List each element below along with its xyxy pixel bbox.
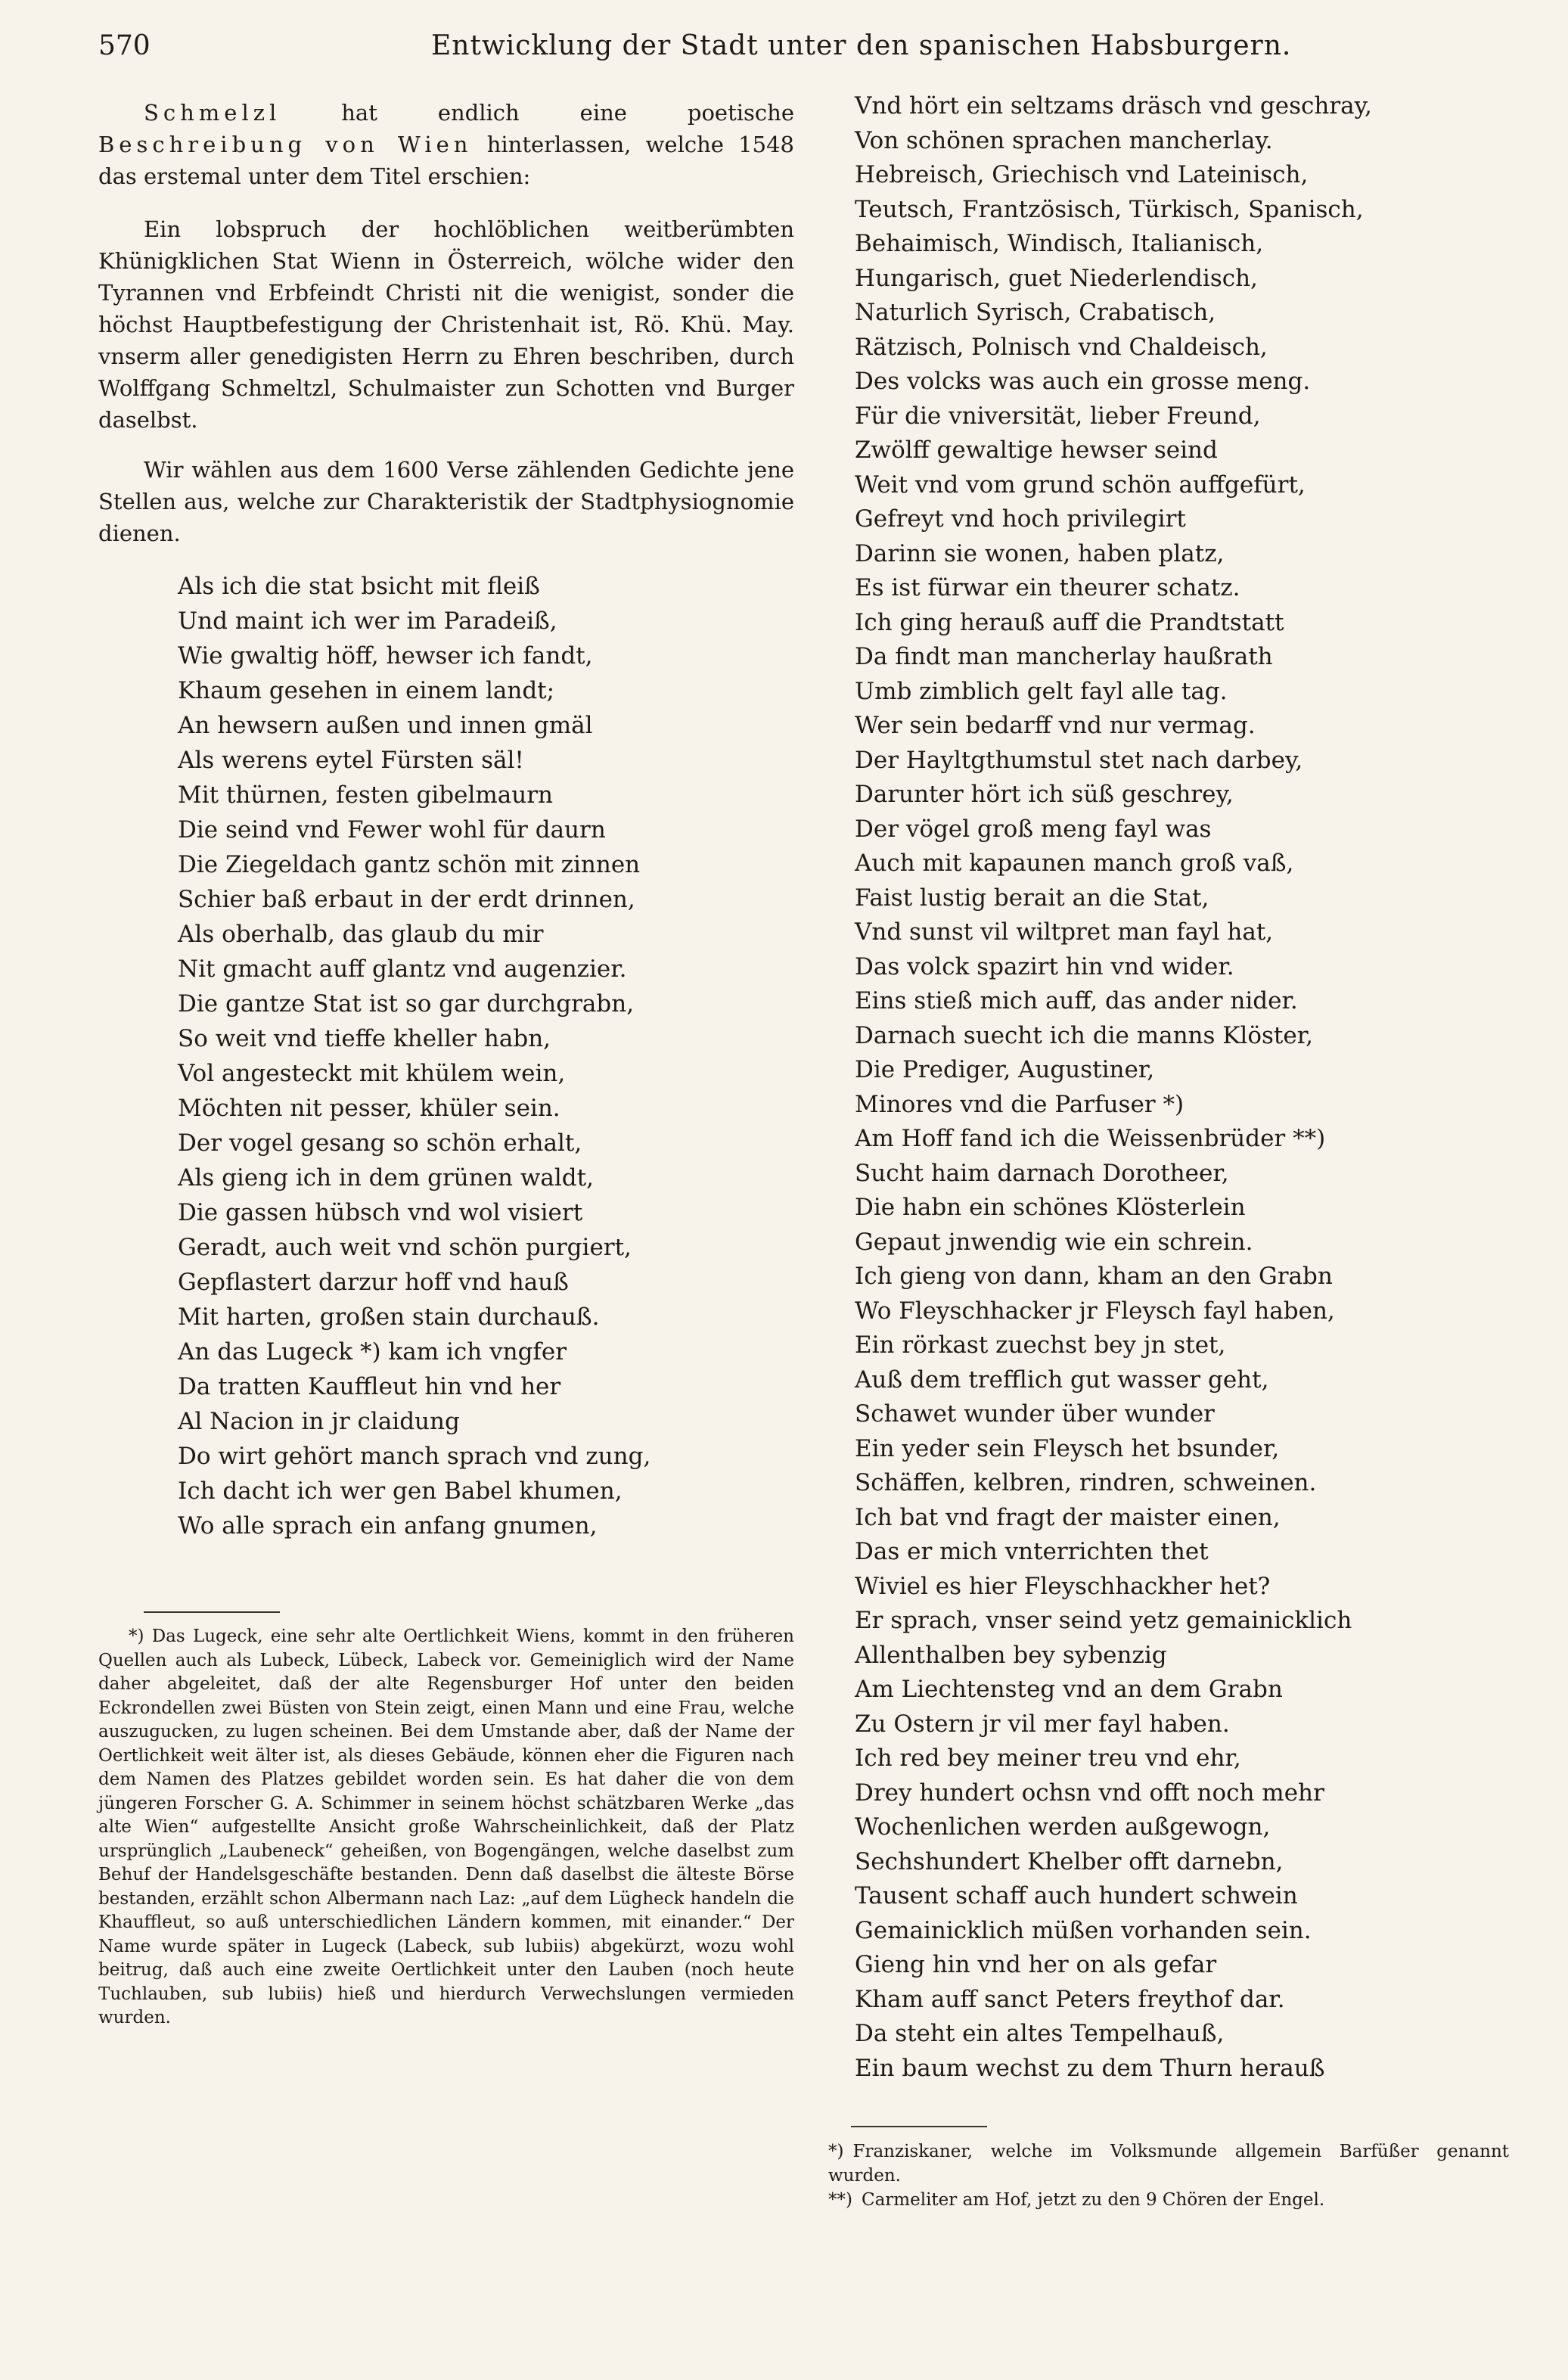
intro-phrase: Beschreibung von Wien <box>98 132 473 157</box>
poem-title-block: Ein lobspruch der hochlöblichen weitberümbten Khünigklichen Stat Wienn in Österreich, wölche wider den Tyrannen vnd Erbfeindt Christi nit die wenigist, sonder die höchst Hauptbefestigung der Christenhait ist, Rö. Khü. May. vnserm aller genedigisten Herrn zu Ehren beschriben, durch Wolffgang Schmeltzl, Schulmaister zun Schotten vnd Burger daselbst. <box>98 216 794 433</box>
verse-line: Mit harten, großen stain durchauß. <box>178 1303 600 1331</box>
verse-line: Ich dacht ich wer gen Babel khumen, <box>178 1477 623 1505</box>
verse-line: Eins stieß mich auff, das ander nider. <box>855 987 1298 1014</box>
verse-line: Wer sein bedarff vnd nur vermag. <box>855 712 1256 739</box>
footnote-lugeck: *) Das Lugeck, eine sehr alte Oertlichkeit Wiens, kommt in den früheren Quellen auch als Lubeck, Lübeck, Labeck vor. Gemeiniglich wird der Name daher abgeleitet, daß der alte Regensburger Hof unter den beiden Eckrondellen zwei Büsten von Stein zeigt, einen Mann und eine Frau, welche auszugucken, zu lugen scheinen. Bei dem Umstande aber, daß der Name der Oertlichkeit weit älter ist, als dieses Gebäude, können eher die Figuren nach dem Namen des Platzes gebildet worden sein. Es hat daher die von dem jüngeren Forscher G. A. Schimmer in seinem höchst schätzbaren Werke „das alte Wien“ aufgestellte Ansicht große Wahrscheinlichkeit, daß der Platz ursprünglich „Laubeneck“ geheißen, von Bogengängen, welche daselbst zum Behuf der Handelsgeschäfte bestanden. Denn daß daselbst die älteste Börse bestanden, erzählt schon Albermann nach Laz: „auf dem Lügheck handeln die Khauffleut, so auß unterschiedlichen Ländern kommen, mit einander.“ Der Name wurde später in Lugeck (Labeck, sub lubiis) abgekürzt, wozu wohl beitrug, daß auch eine zweite Oertlichkeit unter den Lauben (noch heute Tuchlauben, sub lubiis) hieß und hierdurch Verwechslungen vermieden wurden. <box>98 1627 794 2027</box>
verse-line: So weit vnd tieffe khеller habn, <box>178 1025 551 1052</box>
verse-line: Der vogel gesang so schön erhalt, <box>178 1129 582 1157</box>
verse-line: Ein rörkast zuechst bey jn stet, <box>855 1331 1226 1359</box>
verse-line: Die Ziegeldach gantz schön mit zinnen <box>178 851 641 878</box>
verse-line: Als werens eytel Fürsten säl! <box>178 747 524 774</box>
verse-line: Hebreisch, Griechisch vnd Lateinisch, <box>855 161 1309 188</box>
verse-line: Zwölff gewaltige hewser seind <box>855 437 1218 464</box>
verse-line: Er sprach, vnser seind yetz gemainicklich <box>855 1607 1352 1634</box>
verse-list-right <box>855 89 1505 2086</box>
footnote-item <box>828 2139 1509 2188</box>
verse-line: Darunter hört ich süß geschrey, <box>855 781 1234 808</box>
verse-line: Von schönen sprachen mancherlay. <box>855 126 1273 154</box>
verse-line: Sucht haim darnach Dorotheer, <box>855 1159 1229 1187</box>
verse-line: Darnach suecht ich die manns Klöster, <box>855 1021 1313 1049</box>
verse-line: Als gieng ich in dem grünen waldt, <box>178 1164 594 1192</box>
footnote-left <box>98 1611 794 2030</box>
verse-line: Tausent schaff auch hundert schwein <box>855 1882 1298 1909</box>
verse-line: Die gantze Stat ist so gar durchgrabn, <box>178 990 635 1018</box>
verse-line: Auch mit kapaunen manch groß vaß, <box>855 850 1294 877</box>
verse-line: Sechshundert Khelber offt darnebn, <box>855 1847 1284 1875</box>
page-number: 570 <box>98 30 151 61</box>
footnote-rule <box>144 1611 280 1613</box>
footnote-mark: *) <box>828 2142 844 2161</box>
verse-line: Drey hundert ochsn vnd offt noch mehr <box>855 1779 1324 1807</box>
verse-line: Wie gwaltig höff, hewser ich fandt, <box>178 642 593 670</box>
verse-line: Das er mich vnterrichten thet <box>855 1538 1209 1565</box>
verse-line: Umb zimblich gelt fayl alle tag. <box>855 677 1228 705</box>
verse-line: Für die vniversität, lieber Freund, <box>855 402 1261 430</box>
verse-line: Als ich die stat bsicht mit fleiß <box>178 573 540 600</box>
footnote-text: Franziskaner, welche im Volksmunde allgemein Barfüßer genannt wurden. <box>828 2142 1509 2186</box>
verse-line: Schäffen, kelbren, rindren, schweinen. <box>855 1469 1317 1496</box>
verse-line: Al Nacion in jr claidung <box>178 1408 460 1435</box>
verse-line: Mit thürnen, festen gibelmaurn <box>178 781 553 809</box>
verse-line: Die gassen hübsch vnd wol visiert <box>178 1199 583 1226</box>
verse-line: Teutsch, Frantzösisch, Türkisch, Spanisch, <box>855 195 1364 223</box>
verse-line: Da findt man mancherlay haußrath <box>855 643 1273 670</box>
verse-line: Naturlich Syrisch, Crabatisch, <box>855 299 1216 326</box>
verse-line: Da tratten Kauffleut hin vnd her <box>178 1373 561 1400</box>
footnote-rule <box>851 2126 987 2127</box>
selection-note: Wir wählen aus dem 1600 Verse zählenden Gedichte jene Stellen aus, welche zur Charakteristik der Stadtphysiognomie dienen. <box>98 457 794 546</box>
verse-line: Allenthalben bey sybenzig <box>855 1641 1167 1669</box>
verse-line: Darinn sie wonen, haben platz, <box>855 539 1225 567</box>
footnote-item <box>828 2188 1509 2212</box>
verse-line: Ich gieng von dann, kham an den Grabn <box>855 1263 1333 1290</box>
verse-line: Als oberhalb, das glaub du mir <box>178 921 544 948</box>
left-column <box>98 97 794 1543</box>
verse-line: Wochenlichen werden außgewogn, <box>855 1813 1271 1841</box>
verse-line: Nit gmacht auff glantz vnd augenzier. <box>178 955 627 983</box>
verse-line: Gepaut jnwendig wie ein schrein. <box>855 1228 1253 1256</box>
author-name: Schmelzl <box>144 100 281 126</box>
footnote-mark: **) <box>828 2190 852 2210</box>
verse-line: Es ist fürwar ein theurer schatz. <box>855 574 1240 601</box>
verse-list-left <box>98 569 794 1543</box>
verse-line: Ich bat vnd fragt der maister einen, <box>855 1503 1281 1531</box>
verse-line: Schier baß erbaut in der erdt drinnen, <box>178 886 635 913</box>
verse-line: Da steht ein altes Tempelhauß, <box>855 2020 1225 2047</box>
verse-line: Do wirt gehört manch sprach vnd zung, <box>178 1443 651 1470</box>
verse-line: Die Prediger, Augustiner, <box>855 1056 1155 1083</box>
verse-line: Die seind vnd Fewer wohl für daurn <box>178 816 606 844</box>
verse-line: Geradt, auch weit vnd schön purgiert, <box>178 1234 632 1261</box>
verse-line: Ein baum wechst zu dem Thurn herauß <box>855 2054 1325 2082</box>
verse-line: Wo alle sprach ein anfang gnumen, <box>178 1512 598 1540</box>
verse-line: Wo Fleyschhacker jr Fleysch fayl haben, <box>855 1297 1335 1325</box>
verse-line: Und maint ich wer im Paradeiß, <box>178 607 557 635</box>
verse-line: Hungarisch, guet Niederlendisch, <box>855 264 1258 292</box>
verse-line: Gepflastert darzur hoff vnd hauß <box>178 1269 569 1296</box>
verse-line: Ich ging herauß auff die Prandtstatt <box>855 608 1284 636</box>
verse-line: Am Hoff fand ich die Weissenbrüder **) <box>855 1125 1326 1152</box>
verse-line: Weit vnd vom grund schön auffgefürt, <box>855 471 1306 499</box>
verse-line: Vol angesteckt mit khülem wein, <box>178 1060 566 1087</box>
verse-line: Das volck spazirt hin vnd wider. <box>855 952 1234 980</box>
verse-line: Zu Ostern jr vil mer fayl haben. <box>855 1710 1230 1738</box>
verse-line: Der vögel groß meng fayl was <box>855 815 1212 843</box>
footnote-text: Carmeliter am Hof, jetzt zu den 9 Chören der Engel. <box>861 2190 1325 2210</box>
intro-paragraph <box>98 97 794 192</box>
verse-line: Behaimisch, Windisch, Italianisch, <box>855 230 1264 257</box>
intro-text-1: hat endlich eine poetische <box>341 100 794 126</box>
verse-line: An hewsern außen und innen gmäl <box>178 712 593 739</box>
verse-line: Kham auff sanct Peters freythof dar. <box>855 1985 1285 2013</box>
verse-line: Schawet wunder über wunder <box>855 1400 1215 1428</box>
verse-line: Ich red bey meiner treu vnd ehr, <box>855 1745 1241 1772</box>
footnotes-right <box>828 2126 1509 2212</box>
verse-line: Vnd hört ein seltzams dräsch vnd geschray, <box>855 92 1372 120</box>
right-column <box>855 89 1505 2086</box>
verse-line: Des volcks was auch ein grosse meng. <box>855 368 1311 395</box>
verse-line: An das Lugeck *) kam ich vngfer <box>178 1338 567 1366</box>
verse-line: Gieng hin vnd her on als gefar <box>855 1951 1217 1978</box>
verse-line: Gefreyt vnd hoch privilegirt <box>855 505 1186 533</box>
verse-line: Wiviel es hier Fleyschhackher het? <box>855 1572 1271 1600</box>
running-title: Entwicklung der Stadt unter den spanischen Habsburgern. <box>431 30 1292 61</box>
verse-line: Gemainicklich müßen vorhanden sein. <box>855 1916 1312 1944</box>
verse-line: Der Hayltgthumstul stet nach darbey, <box>855 746 1303 774</box>
verse-line: Auß dem trefflich gut wasser geht, <box>855 1366 1269 1394</box>
verse-line: Möchten nit pesser, khüler sein. <box>178 1095 560 1122</box>
verse-line: Minores vnd die Parfuser *) <box>855 1090 1185 1118</box>
verse-line: Rätzisch, Polnisch vnd Chaldeisch, <box>855 333 1268 361</box>
verse-line: Am Liechtensteg vnd an dem Grabn <box>855 1676 1283 1703</box>
verse-line: Die habn ein schönes Klösterlein <box>855 1194 1246 1221</box>
intro-text-2: hinterlassen, welche 1548 das erstemal unter dem Titel erschien: <box>98 132 794 189</box>
page-header <box>98 30 1505 76</box>
verse-line: Ein yeder sein Fleysch het bsunder, <box>855 1434 1280 1462</box>
verse-line: Vnd sunst vil wiltpret man fayl hat, <box>855 918 1274 946</box>
verse-line: Khaum gesehen in einem landt; <box>178 677 555 704</box>
verse-line: Faist lustig berait an die Stat, <box>855 884 1209 912</box>
